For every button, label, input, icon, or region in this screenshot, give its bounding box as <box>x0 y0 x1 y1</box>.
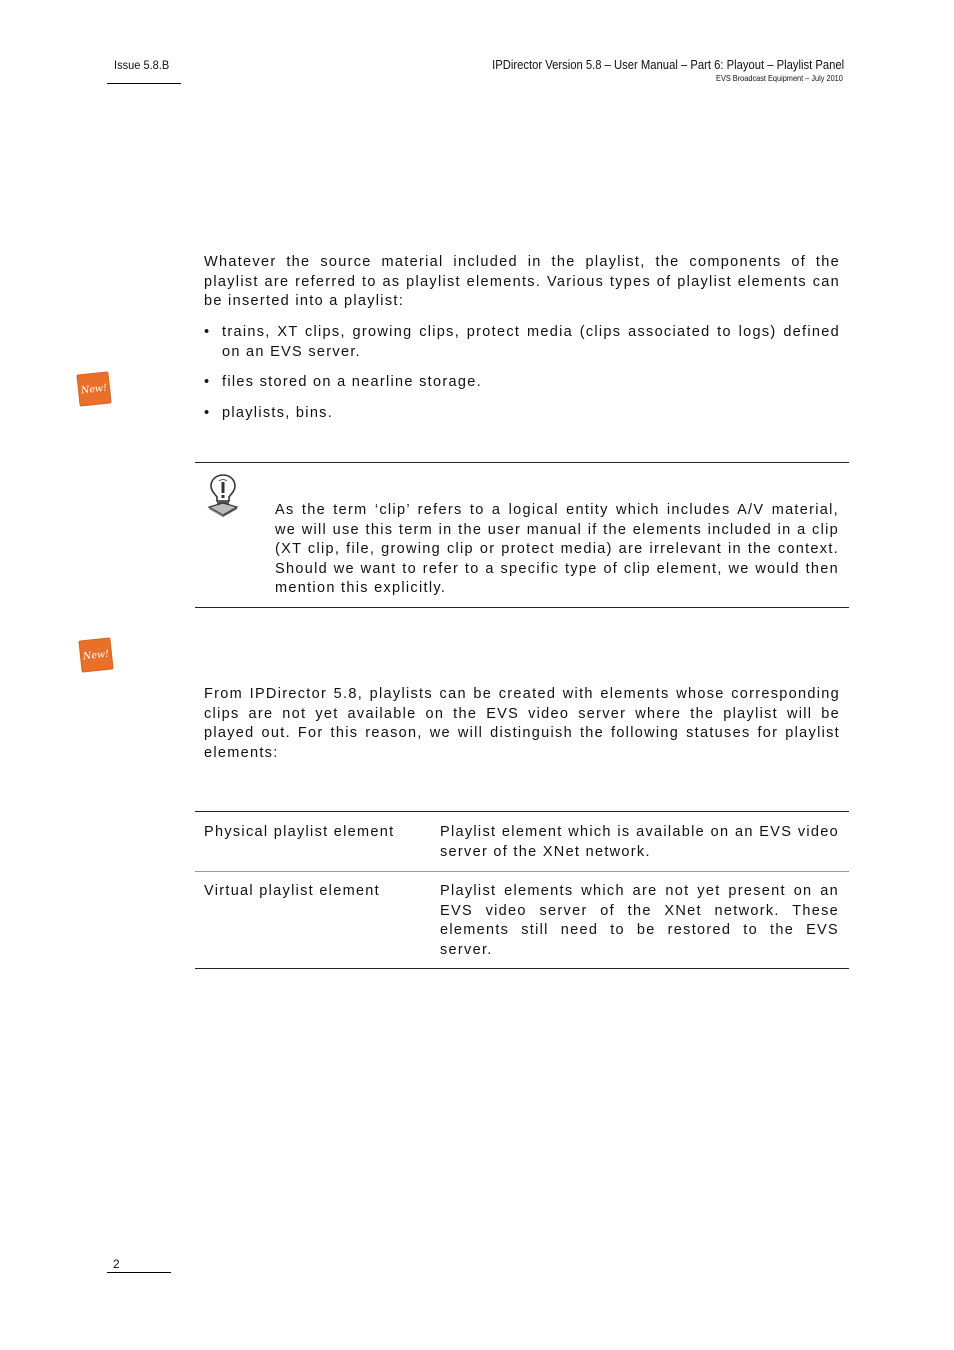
list-item-text: playlists, bins. <box>222 405 334 421</box>
list-item <box>204 373 840 393</box>
list-item <box>204 323 840 363</box>
bullet-icon: • <box>204 324 211 340</box>
page-number-underline <box>107 1272 171 1273</box>
issue-label: Issue 5.8.B <box>114 58 170 72</box>
statuses-paragraph: From IPDirector 5.8, playlists can be created with elements whose corresponding clips are not yet available on the EVS video server where the playlist will be played out. For this reason, we will distinguish the following statuses for playlist elements: <box>204 686 840 761</box>
document-subtitle: EVS Broadcast Equipment – July 2010 <box>716 74 843 83</box>
note-top-rule <box>195 462 849 463</box>
table-cell-description: Playlist elements which are not yet present on an EVS video server of the XNet network. These elements still need to be restored to the EVS server. <box>440 883 839 958</box>
table-bottom-rule <box>195 968 849 969</box>
table-cell-term: Virtual playlist element <box>204 883 381 899</box>
page-number: 2 <box>113 1257 120 1271</box>
note-text: As the term ‘clip’ refers to a logical entity which includes A/V material, we will use this term in the user manual if the elements included in a clip (XT clip, file, growing clip or protect media) are irrelevant in the context. Should we want to refer to a specific type of clip element, we would then mention this explicitly. <box>275 502 839 596</box>
table-cell-term: Physical playlist element <box>204 824 395 840</box>
new-badge-icon: New! <box>78 637 113 672</box>
list-item <box>204 404 840 424</box>
list-item-text: files stored on a nearline storage. <box>222 374 482 390</box>
table-top-rule <box>195 811 849 812</box>
bullet-icon: • <box>204 374 211 390</box>
list-item-text: trains, XT clips, growing clips, protect media (clips associated to logs) defined on an EVS server. <box>222 324 840 360</box>
note-bottom-rule <box>195 607 849 608</box>
new-badge-icon: New! <box>76 371 111 406</box>
table-cell-description: Playlist element which is available on an EVS video server of the XNet network. <box>440 824 839 860</box>
intro-paragraph: Whatever the source material included in the playlist, the components of the playlist are referred to as playlist elements. Various types of playlist elements can be inserted into a playlist: <box>204 254 840 309</box>
issue-underline <box>107 83 181 84</box>
lightbulb-note-icon <box>207 473 239 517</box>
bullet-icon: • <box>204 405 211 421</box>
table-row-divider <box>195 871 849 872</box>
document-title: IPDirector Version 5.8 – User Manual – Part 6: Playout – Playlist Panel <box>491 58 844 72</box>
